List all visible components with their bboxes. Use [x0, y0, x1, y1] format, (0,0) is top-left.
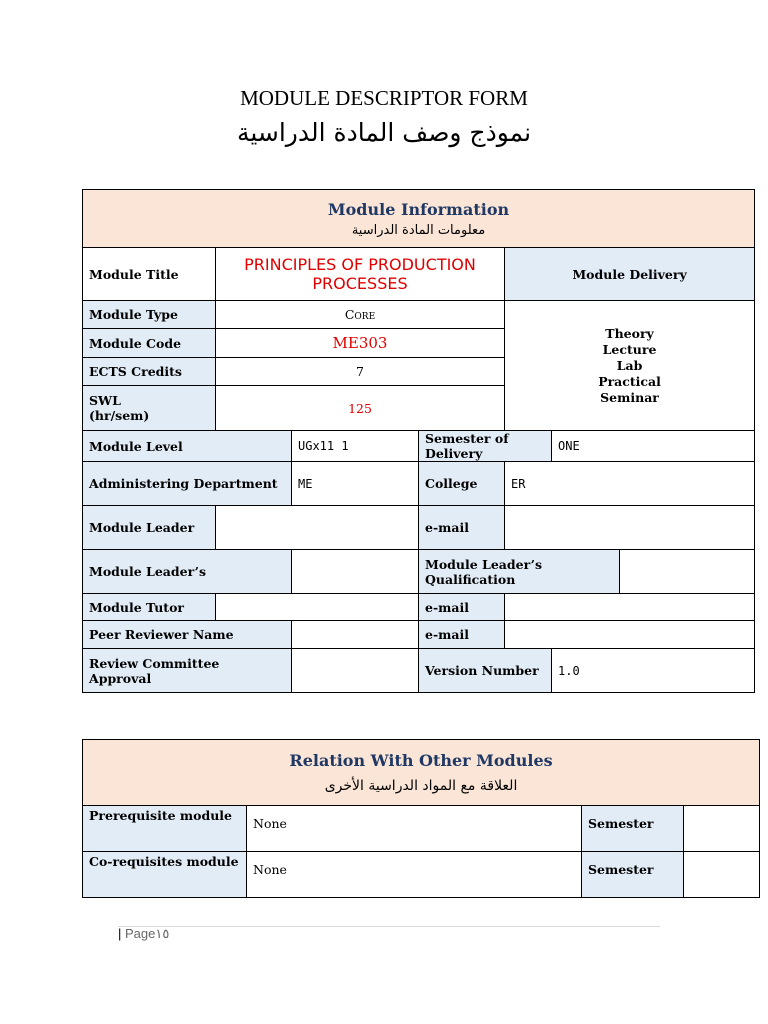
module-leader-academic-value	[292, 550, 419, 594]
module-tutor-email-label: e-mail	[419, 594, 505, 621]
relations-table	[82, 739, 760, 898]
module-tutor-email-value	[505, 594, 755, 621]
footer-divider	[118, 926, 660, 927]
module-information-table	[82, 189, 755, 693]
module-tutor-label: Module Tutor	[83, 594, 216, 621]
delivery-item-seminar: Seminar	[600, 389, 659, 405]
peer-reviewer-email-value	[505, 621, 755, 649]
page-footer	[118, 926, 169, 942]
footer-page-label: Page	[125, 926, 156, 941]
module-leader-email-label: e-mail	[419, 506, 505, 550]
module-delivery-label: Module Delivery	[505, 248, 755, 301]
module-code-label: Module Code	[83, 329, 216, 358]
corequisite-semester-value	[684, 852, 760, 898]
college-value: ER	[505, 462, 755, 506]
module-title-value: PRINCIPLES OF PRODUCTION PROCESSES	[216, 248, 505, 301]
module-type-value: Core	[216, 301, 505, 329]
prerequisite-semester-value	[684, 806, 760, 852]
footer-separator: |	[118, 926, 122, 941]
ects-credits-value: 7	[216, 358, 505, 386]
module-leader-email-value	[505, 506, 755, 550]
peer-reviewer-label: Peer Reviewer Name	[83, 621, 292, 649]
semester-of-delivery-value: ONE	[552, 431, 755, 462]
module-level-label: Module Level	[83, 431, 292, 462]
module-leader-value	[216, 506, 419, 550]
prerequisite-value: None	[247, 806, 582, 852]
module-leader-academic-label: Module Leader’s	[83, 550, 292, 594]
prerequisite-label: Prerequisite module	[83, 806, 247, 852]
module-type-label: Module Type	[83, 301, 216, 329]
form-title: MODULE DESCRIPTOR FORM	[240, 86, 528, 110]
swl-value: 125	[216, 386, 505, 431]
module-tutor-value	[216, 594, 419, 621]
relations-header	[83, 740, 760, 806]
module-information-header-ar: معلومات المادة الدراسية	[351, 222, 486, 238]
corequisite-label: Co-requisites module	[83, 852, 247, 898]
form-title-arabic: نموذج وصف المادة الدراسية	[236, 118, 532, 147]
corequisite-value: None	[247, 852, 582, 898]
module-delivery-list	[505, 301, 755, 431]
delivery-item-lab: Lab	[616, 357, 643, 373]
version-number-label: Version Number	[419, 649, 552, 693]
prerequisite-semester-label: Semester	[582, 806, 684, 852]
relations-header-ar: العلاقة مع المواد الدراسية الأخرى	[324, 778, 518, 794]
review-committee-value	[292, 649, 419, 693]
module-leader-label: Module Leader	[83, 506, 216, 550]
college-label: College	[419, 462, 505, 506]
swl-label: SWL (hr/sem)	[83, 386, 216, 431]
module-code-value: ME303	[216, 329, 505, 358]
delivery-item-lecture: Lecture	[602, 341, 657, 357]
administering-department-value: ME	[292, 462, 419, 506]
module-information-header-en: Module Information	[327, 199, 510, 219]
administering-department-label: Administering Department	[83, 462, 292, 506]
delivery-item-theory: Theory	[605, 325, 654, 341]
module-leader-qualification-label: Module Leader’s Qualification	[419, 550, 620, 594]
review-committee-label: Review Committee Approval	[83, 649, 292, 693]
semester-of-delivery-label: Semester of Delivery	[419, 431, 552, 462]
ects-credits-label: ECTS Credits	[83, 358, 216, 386]
module-title-label: Module Title	[83, 248, 216, 301]
module-information-header	[83, 190, 755, 248]
delivery-item-practical: Practical	[598, 373, 661, 389]
corequisite-semester-label: Semester	[582, 852, 684, 898]
relations-header-en: Relation With Other Modules	[289, 751, 553, 770]
module-leader-qualification-value	[620, 550, 755, 594]
module-level-value: UGx11 1	[292, 431, 419, 462]
peer-reviewer-value	[292, 621, 419, 649]
version-number-value: 1.0	[552, 649, 755, 693]
footer-page-number: ١٥	[155, 926, 170, 941]
peer-reviewer-email-label: e-mail	[419, 621, 505, 649]
